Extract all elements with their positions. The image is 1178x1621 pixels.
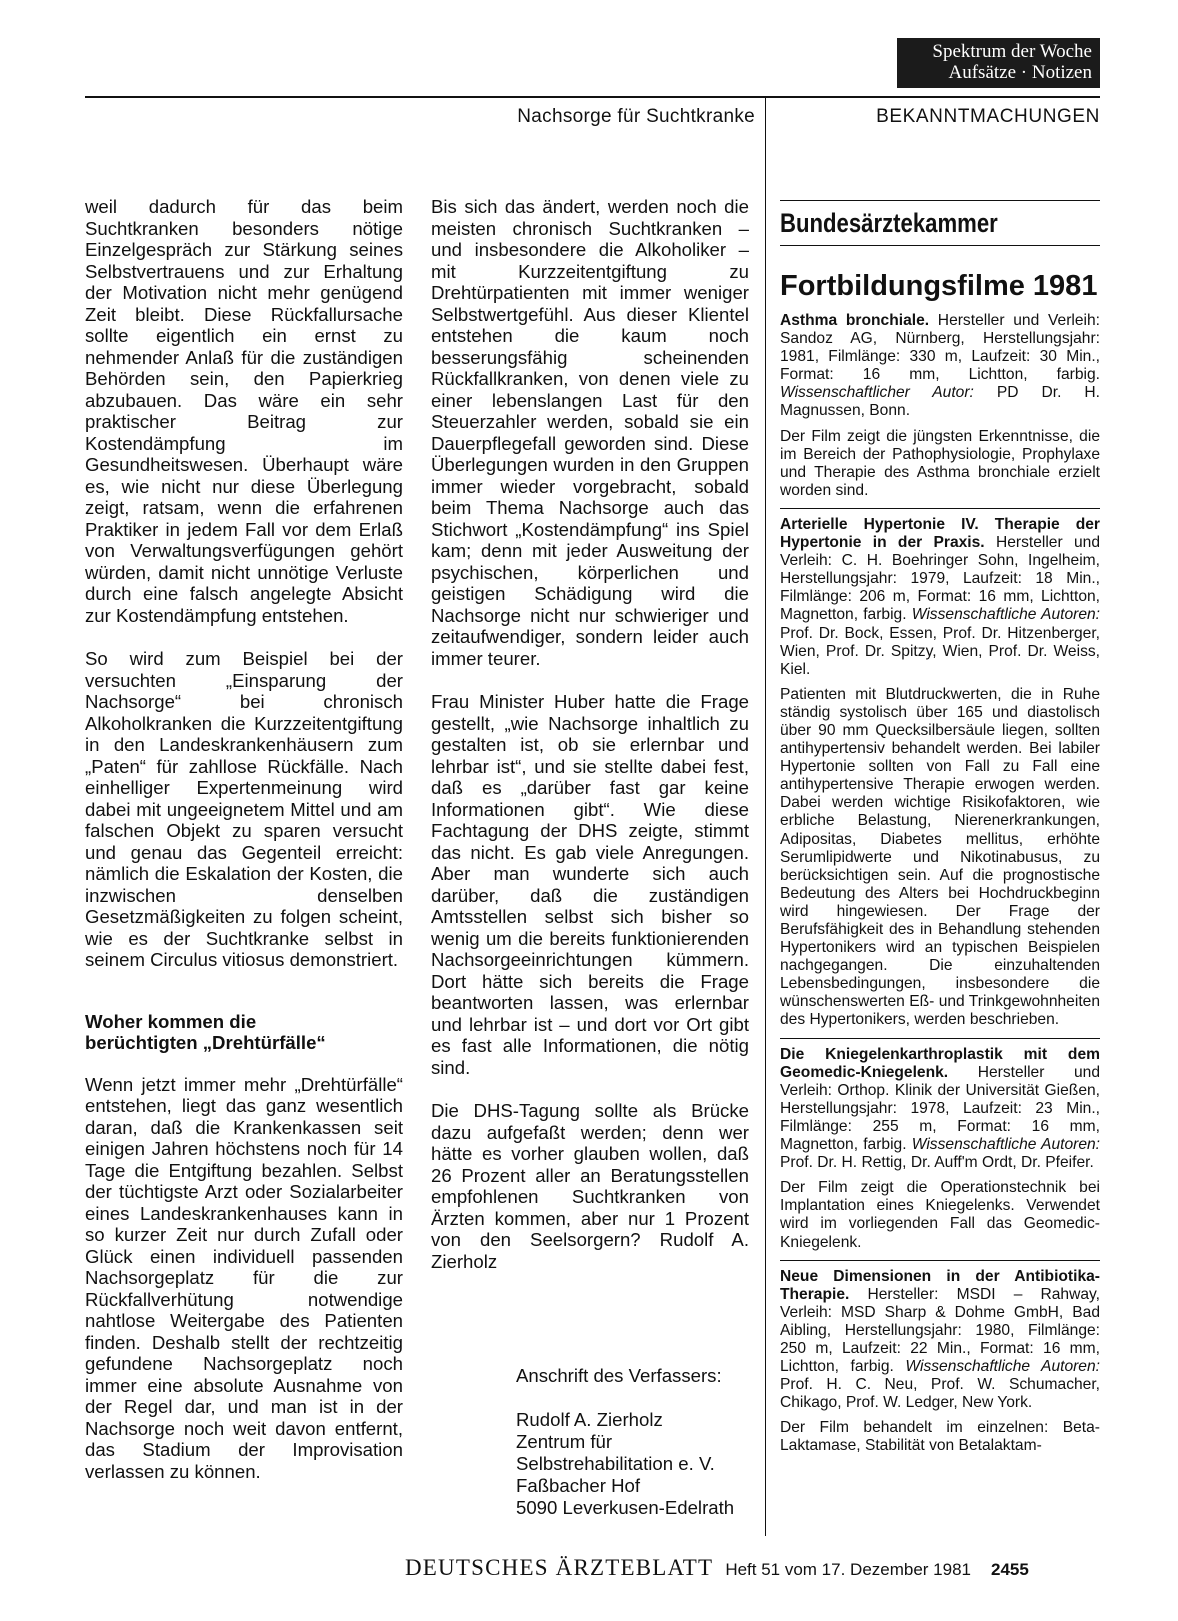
film-title: Arterielle Hypertonie IV. Therapie der Hypertonie in der Praxis. <box>780 515 1100 552</box>
issue-info: Heft 51 vom 17. Dezember 1981 <box>725 1560 971 1579</box>
journal-name: DEUTSCHES ÄRZTEBLATT <box>405 1555 714 1580</box>
film-entry <box>780 516 1100 1030</box>
address-line: Selbstrehabilitation e. V. <box>516 1453 715 1474</box>
film-details: Hersteller und Verleih: Orthop. Klinik der Universität Gießen, Herstellungsjahr: 1978, Laufzeit: 23 Min., Filmlänge: 255 m, Format: 16 mm, Magnetton, farbig. <box>780 1063 1100 1154</box>
announcements-column <box>780 200 1100 1456</box>
film-details: Hersteller: MSDI – Rahway, Verleih: MSD Sharp & Dohme GmbH, Bad Aibling, Herstellungsjahr: 1980, Filmlänge: 250 m, Laufzeit: 22 Min., Format: 16 mm, Lichtton, farbig. <box>780 1285 1100 1376</box>
film-entry <box>780 312 1100 500</box>
section-head: BEKANNTMACHUNGEN <box>876 106 1100 127</box>
address-line: Rudolf A. Zierholz <box>516 1409 663 1430</box>
entry-divider <box>780 1260 1100 1261</box>
film-description: Patienten mit Blutdruckwerten, die in Ruhe ständig systolisch über 165 und diastolisch über 90 mm Quecksilbersäule liegen, sollten antihypertensiv behandelt werden. Bei labiler Hypertonie sollten von Fall zu Fall eine antihypertensive Therapie erwogen werden. Dabei werden wichtige Risikofaktoren, wie erbliche Belastung, Nierenerkrankungen, Adipositas, Diabetes mellitus, erhöhte Serumlipidwerte und Nikotinabusus, zu berücksichtigen sein. Auf die prognostische Bedeutung des Alters bei Hochdruckbeginn wird hingewiesen. Der Frage der Berufsfähigkeit des in Behandlung stehenden Hypertonikers wird an typischen Beispielen nachgegangen. Die einzuhaltenden Lebensbedingungen, insbesondere die wünschenswerten Eß- und Trinkgewohnheiten des Hypertonikers, werden beschrieben. <box>780 685 1100 1029</box>
page-number: 2455 <box>991 1560 1029 1579</box>
author-address <box>516 1365 761 1519</box>
subheading-line-2: berüchtigten „Drehtürfälle“ <box>85 1032 326 1053</box>
article-paragraph: So wird zum Beispiel bei der versuchten „Einsparung der Nachsorge“ bei chronisch Alkoholkranken die Kurzzeitentgiftung in den Landeskrankenhäusern zum „Paten“ für zahllose Rückfälle. Nach einhelliger Expertenmeinung wird dabei mit ungeeignetem Mittel und am falschen Objekt zu sparen versucht und genau das Gegenteil erreicht: nämlich die Eskalation der Kosten, die inzwischen denselben Gesetzmäßigkeiten zu folgen scheint, wie es der Suchtkranke selbst in seinem Circulus vitiosus demonstriert. <box>85 648 403 970</box>
film-entry <box>780 1268 1100 1456</box>
film-authors: Prof. Dr. H. Rettig, Dr. Auff'm Ordt, Dr. Pfeifer. <box>780 1154 1094 1172</box>
address-line: Zentrum für <box>516 1431 613 1452</box>
announcement-title: Fortbildungsfilme 1981 <box>780 270 1098 302</box>
address-line: Faßbacher Hof <box>516 1475 641 1496</box>
article-column-2 <box>431 196 749 1272</box>
header-rule <box>85 96 1100 98</box>
film-authors: Prof. H. C. Neu, Prof. W. Schumacher, Chikago, Prof. W. Ledger, New York. <box>780 1376 1100 1412</box>
badge-line-2: Aufsätze · Notizen <box>948 62 1092 83</box>
film-details: Hersteller und Verleih: C. H. Boehringer Sohn, Ingelheim, Herstellungsjahr: 1979, Laufzeit: 18 Min., Filmlänge: 206 m, Format: 16 mm, Lichtton, Magnetton, farbig. <box>780 534 1100 624</box>
article-paragraph: Wenn jetzt immer mehr „Drehtürfälle“ entstehen, liegt das ganz wesentlich daran, daß die Krankenkassen seit einigen Jahren höchstens noch für 14 Tage die Entgiftung bezahlen. Selbst der tüchtigste Arzt oder Sozialarbeiter eines Landeskrankenhauses kann in so kurzer Zeit nur durch Zufall oder Glück einen individuell passenden Nachsorgeplatz für die zur Rückfallverhütung notwendige nahtlose Weitergabe des Patienten finden. Deshalb stellt der rechtzeitig gefundene Nachsorgeplatz noch immer eine absolute Ausnahme von der Regel dar, und man ist in der Nachsorge noch weit davon entfernt, das Stadium der Improvisation verlassen zu können. <box>85 1073 403 1482</box>
article-paragraph: Frau Minister Huber hatte die Frage gestellt, „wie Nachsorge inhaltlich zu gestalten ist, ob sie erlernbar und lehrbar ist“, und sie stellte dabei fest, daß es „darüber fast gar keine Informationen gibt“. Wie diese Fachtagung der DHS zeigte, stimmt das nicht. Es gab viele Anregungen. Aber man wunderte sich auch darüber, daß die zuständigen Amtsstellen selbst sich bisher so wenig um die bereits funktionierenden Nachsorgeeinrichtungen kümmern. Dort hätte sich bereits die Frage beantworten lassen, was erlernbar und lehrbar ist – und dort vor Ort gibt es fast alle Informationen, die nötig sind. <box>431 691 749 1078</box>
article-paragraph: weil dadurch für das beim Suchtkranken besonders nötige Einzelgespräch zur Stärkung seines Selbstvertrauens und zur Erhaltung der Motivation nicht mehr genügend Zeit bleibt. Diese Rückfallursache sollte eigentlich ein ernst zu nehmender Anlaß für die zuständigen Behörden sein, den Papierkrieg abzubauen. Das wäre ein sehr praktischer Beitrag zur Kostendämpfung im Gesundheitswesen. Überhaupt wäre es, wie nicht nur diese Überlegung zeigt, ratsam, wenn die erfahrenen Praktiker in jedem Fall vor dem Erlaß von Verwaltungsverfügungen gehört würden, damit nicht unnötige Verluste durch eine falsch angelegte Absicht zur Kostendämpfung entstehen. <box>85 196 403 626</box>
film-author-label: Wissenschaftlicher Autor: <box>780 384 974 402</box>
address-label: Anschrift des Verfassers: <box>516 1365 722 1386</box>
film-title: Asthma bronchiale. <box>780 312 930 329</box>
section-badge <box>897 38 1100 88</box>
film-entry <box>780 1046 1100 1252</box>
film-authors: Prof. Dr. Bock, Essen, Prof. Dr. Hitzenberger, Wien, Prof. Dr. Spitzy, Wien, Prof. Dr. Weiss, Kiel. <box>780 624 1100 678</box>
article-paragraph: Bis sich das ändert, werden noch die meisten chronisch Suchtkranken – und insbesondere die Alkoholiker – mit Kurzzeitentgiftung zu Drehtürpatienten mit immer weniger Selbstwertgefühl. Aus dieser Klientel entstehen die kaum noch besserungsfähig scheinenden Rückfallkranken, von denen viele zu einer lebenslangen Last für den Steuerzahler werden, sobald sie ein Dauerpflegefall geworden sind. Diese Überlegungen wurden in den Gruppen immer wieder vorgebracht, sobald beim Thema Nachsorge auch das Stichwort „Kostendämpfung“ ins Spiel kam; denn mit jeder Ausweitung der psychischen, körperlichen und geistigen Schädigung wird die Nachsorge nicht nur schwieriger und zeitaufwendiger, sondern leider auch immer teurer. <box>431 196 749 669</box>
article-column-1 <box>85 196 403 1482</box>
film-author-label: Wissenschaftliche Autoren: <box>911 1136 1100 1154</box>
badge-line-1: Spektrum der Woche <box>932 41 1092 62</box>
film-author-label: Wissenschaftliche Autoren: <box>911 606 1100 624</box>
film-details: Hersteller und Verleih: Sandoz AG, Nürnberg, Herstellungsjahr: 1981, Filmlänge: 330 m, Laufzeit: 30 Min., Format: 16 mm, Lichtton, farbig. <box>780 312 1100 384</box>
film-author-label: Wissenschaftliche Autoren: <box>905 1358 1100 1376</box>
film-title: Neue Dimensionen in der Antibiotika-Therapie. <box>780 1267 1100 1303</box>
film-title: Die Kniegelenkarthroplastik mit dem Geomedic-Kniegelenk. <box>780 1045 1100 1081</box>
address-line: 5090 Leverkusen-Edelrath <box>516 1497 735 1518</box>
film-description: Der Film zeigt die Operationstechnik bei Implantation eines Kniegelenks. Verwendet wird im vorliegenden Fall das Geomedic-Kniegelenk. <box>780 1179 1100 1251</box>
column-divider <box>765 96 766 1536</box>
article-subheading <box>85 1011 403 1054</box>
film-description: Der Film behandelt im einzelnen: Beta-Laktamase, Stabilität von Betalaktam- <box>780 1419 1100 1455</box>
org-title: Bundesärztekammer <box>780 208 998 238</box>
entry-divider <box>780 1038 1100 1039</box>
entry-divider <box>780 508 1100 509</box>
film-authors: PD Dr. H. Magnussen, Bonn. <box>780 384 1100 420</box>
film-description: Der Film zeigt die jüngsten Erkenntnisse, die im Bereich der Pathophysiologie, Prophylaxe und Therapie des Asthma bronchiale erzielt worden sind. <box>780 427 1100 499</box>
article-paragraph: Die DHS-Tagung sollte als Brücke dazu aufgefaßt werden; denn wer hätte es vorher glauben wollen, daß 26 Prozent aller an Beratungsstellen empfohlenen Suchtkranken von Ärzten kommen, aber nur 1 Prozent von den Seelsorgern? Rudolf A. Zierholz <box>431 1100 749 1272</box>
page-footer <box>405 1555 1100 1581</box>
org-rule-bottom <box>780 245 1100 246</box>
running-head: Nachsorge für Suchtkranke <box>517 106 755 127</box>
subheading-line-1: Woher kommen die <box>85 1010 257 1032</box>
